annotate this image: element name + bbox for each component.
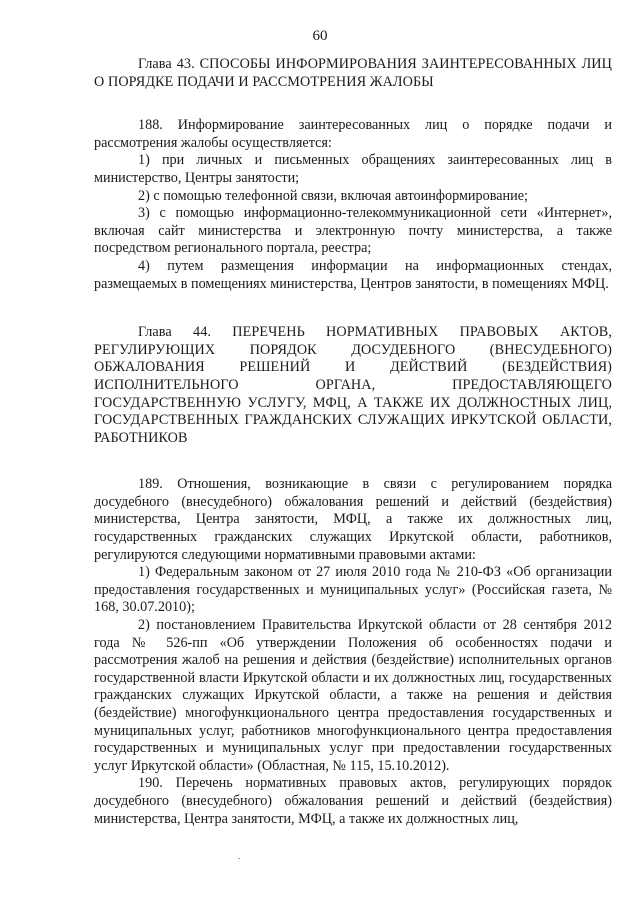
document-body: [94, 56, 612, 828]
spacer: [94, 293, 612, 324]
list-item-189-1: 1) Федеральным законом от 27 июля 2010 года № 210-ФЗ «Об организации предоставления государственных и муниципальных услуг» (Российская газета, № 168, 30.07.2010);: [94, 564, 612, 616]
list-item-188-3: 3) с помощью информационно-телекоммуникационной сети «Интернет», включая сайт министерства и электронную почту министерства, а также посредством регионального портала, реестра;: [94, 205, 612, 257]
list-item-188-1: 1) при личных и письменных обращениях заинтересованных лиц в министерство, Центры занятости;: [94, 152, 612, 186]
spacer: [94, 91, 612, 117]
paragraph-188: 188. Информирование заинтересованных лиц о порядке подачи и рассмотрения жалобы осуществляется:: [94, 117, 612, 151]
page-number: 60: [312, 28, 328, 44]
list-item-189-2: 2) постановлением Правительства Иркутской области от 28 сентября 2012 года № 526-пп «Об утверждении Положения об особенностях подачи и рассмотрения жалоб на решения и действия (бездействие) исполнительных органов государственной власти Иркутской области и их должностных лиц, государственных гражданских служащих Иркутской области, а также на решения и действия (бездействие) многофункционального центра предоставления государственных и муниципальных услуг, работников многофункционального центра предоставления государственных и муниципальных услуг при предоставлении государственных услуг Иркутской области» (Областная, № 115, 15.10.2012).: [94, 617, 612, 774]
paragraph-190: 190. Перечень нормативных правовых актов, регулирующих порядок досудебного (внесудебного) обжалования решений и действий (бездействия) министерства, Центра занятости, МФЦ, а также их должностных лиц,: [94, 775, 612, 827]
chapter-44-heading: Глава 44. ПЕРЕЧЕНЬ НОРМАТИВНЫХ ПРАВОВЫХ АКТОВ, РЕГУЛИРУЮЩИХ ПОРЯДОК ДОСУДЕБНОГО (ВНЕСУДЕБНОГО) ОБЖАЛОВАНИЯ РЕШЕНИЙ И ДЕЙСТВИЙ (БЕЗДЕЙСТВИЯ) ИСПОЛНИТЕЛЬНОГО ОРГАНА, ПРЕДОСТАВЛЯЮЩЕГО ГОСУДАРСТВЕННУЮ УСЛУГУ, МФЦ, А ТАКЖЕ ИХ ДОЛЖНОСТНЫХ ЛИЦ, ГОСУДАРСТВЕННЫХ ГРАЖДАНСКИХ СЛУЖАЩИХ ИРКУТСКОЙ ОБЛАСТИ, РАБОТНИКОВ: [94, 324, 612, 446]
spacer: [94, 447, 612, 476]
chapter-43-heading: Глава 43. СПОСОБЫ ИНФОРМИРОВАНИЯ ЗАИНТЕРЕСОВАННЫХ ЛИЦ О ПОРЯДКЕ ПОДАЧИ И РАССМОТРЕНИЯ ЖАЛОБЫ: [94, 56, 612, 90]
list-item-188-2: 2) с помощью телефонной связи, включая автоинформирование;: [138, 187, 528, 204]
list-item-188-4: 4) путем размещения информации на информационных стендах, размещаемых в помещениях министерства, Центров занятости, в помещениях МФЦ.: [94, 257, 612, 292]
paragraph-189: 189. Отношения, возникающие в связи с регулированием порядка досудебного (внесудебного) обжалования решений и действий (бездействия) министерства, Центра занятости, МФЦ, а также их должностных лиц, государственных гражданских служащих Иркутской области, работников, регулируются следующими нормативными правовыми актами:: [94, 476, 612, 563]
scan-mark: [238, 858, 240, 859]
